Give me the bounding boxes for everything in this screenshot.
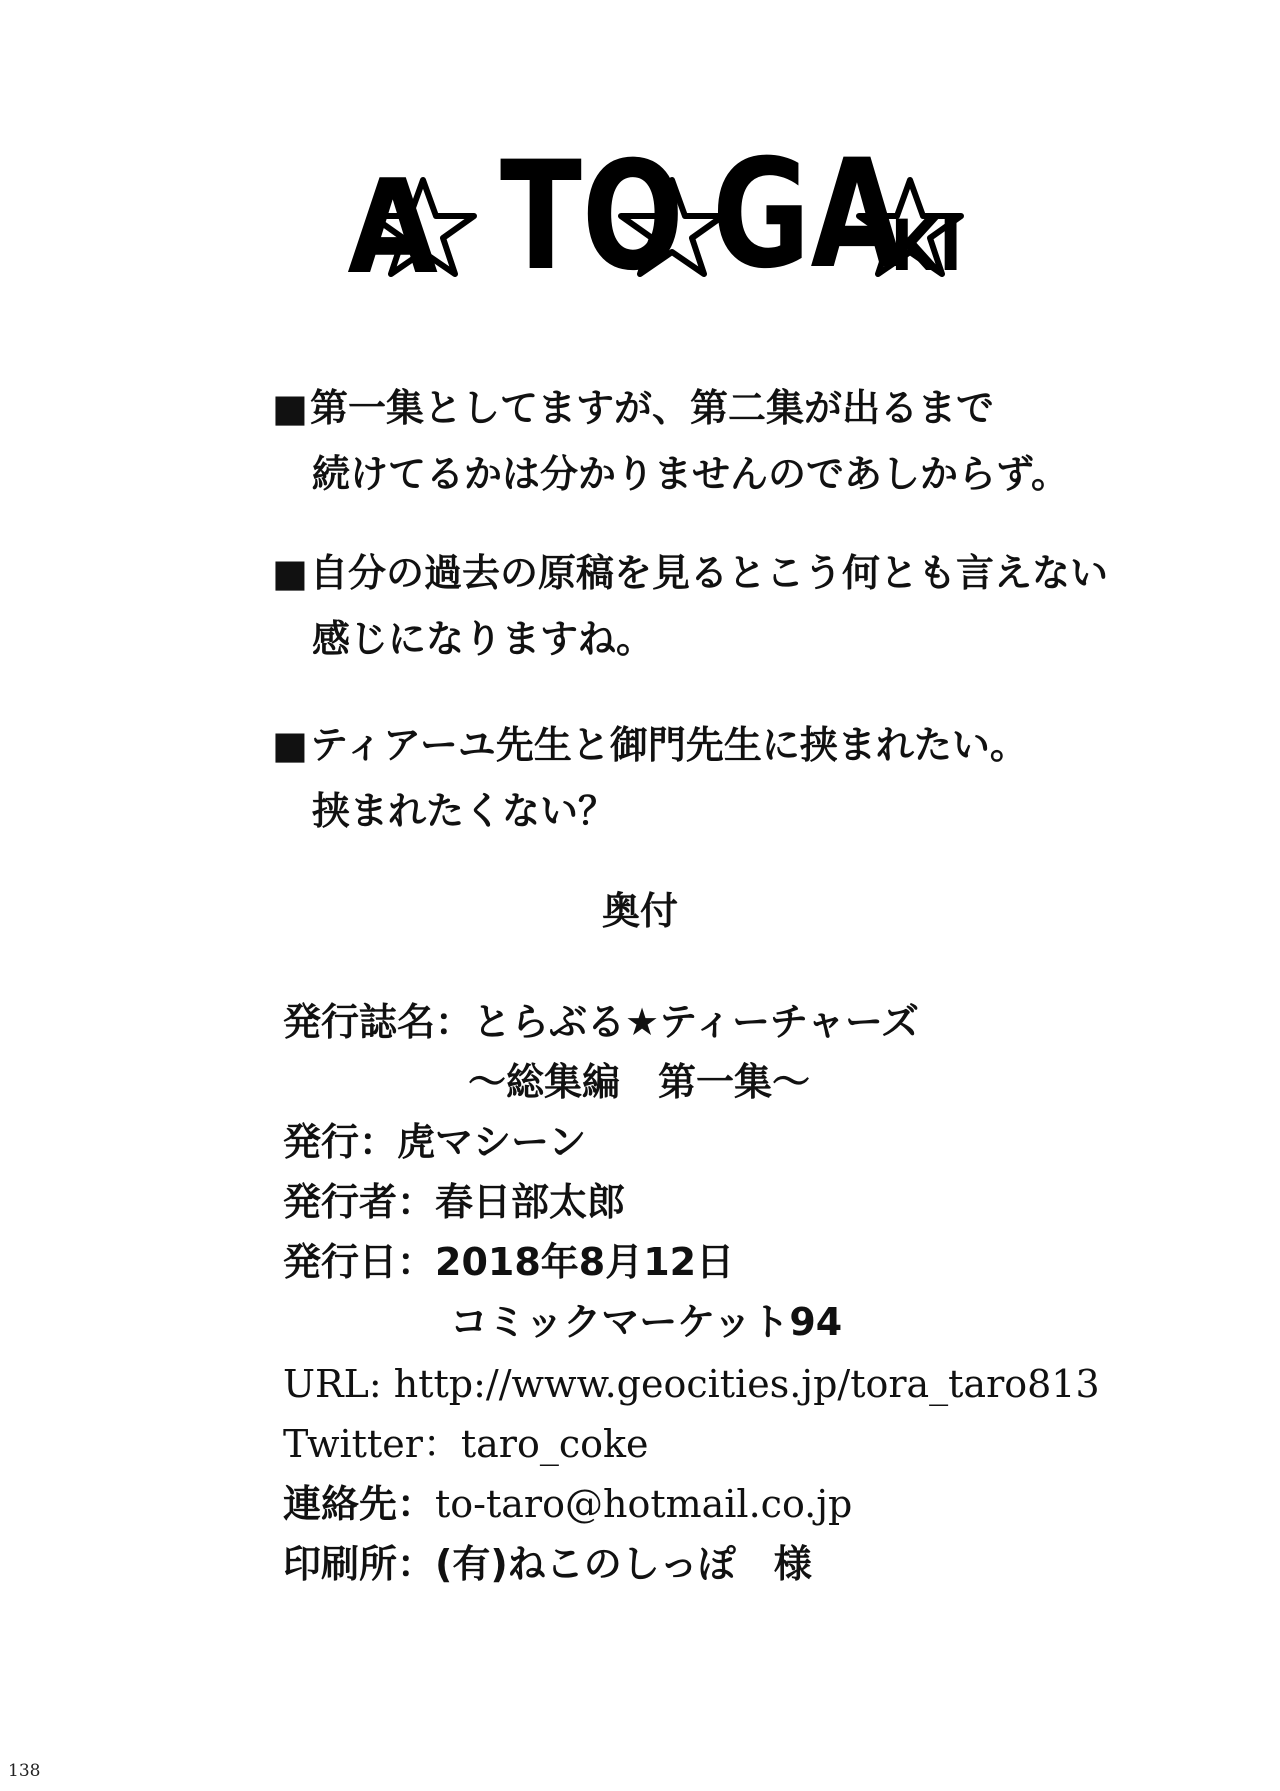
note-1-line-2: 続けてるかは分かりませんのであしからず。 — [312, 452, 1069, 496]
colophon-url-value[interactable]: http://www.geocities.jp/tora_taro813 — [393, 1362, 1100, 1406]
colophon-title-label: 発行誌名： — [283, 1000, 474, 1044]
colophon-twitter-value: taro_coke — [460, 1422, 649, 1466]
colophon-twitter-row — [283, 1422, 649, 1466]
note-1 — [272, 375, 1069, 507]
title-letter-ki: KI — [890, 204, 963, 287]
colophon-title-sub: ～総集編 第一集～ — [468, 1060, 811, 1104]
colophon-contact-row — [283, 1482, 852, 1526]
colophon-event: コミックマーケット94 — [450, 1300, 843, 1344]
colophon-date-label: 発行日： — [283, 1240, 436, 1284]
bullet-square-icon: ■ — [272, 723, 308, 767]
colophon-author-row — [283, 1180, 625, 1224]
colophon-heading: 奥付 — [601, 889, 678, 933]
note-1-line-1: 第一集としてますが、第二集が出るまで — [310, 386, 995, 430]
colophon-publisher-row — [283, 1120, 586, 1164]
colophon-url-label: URL: — [283, 1362, 394, 1406]
note-3-line-1: ティアーユ先生と御門先生に挟まれたい。 — [310, 723, 1028, 767]
colophon-printer-label: 印刷所： — [283, 1542, 436, 1586]
colophon-printer-row — [283, 1542, 812, 1586]
afterword-title — [0, 140, 1280, 300]
title-letter-to: TO — [500, 140, 684, 300]
colophon-url-row — [283, 1362, 1100, 1406]
colophon-publisher-value: 虎マシーン — [397, 1120, 587, 1164]
title-letter-ga: GA — [712, 140, 904, 300]
colophon-title-value: とらぶる★ティーチャーズ — [473, 1000, 920, 1044]
note-3-line-2: 挟まれたくない？ — [312, 789, 617, 833]
colophon-author-label: 発行者： — [283, 1180, 436, 1224]
colophon-title-row — [283, 1000, 919, 1044]
bullet-square-icon: ■ — [272, 551, 308, 595]
note-2-line-1: 自分の過去の原稿を見るとこう何とも言えない — [310, 551, 1109, 595]
bullet-square-icon: ■ — [272, 386, 308, 430]
note-2-line-2: 感じになりますね。 — [312, 617, 655, 661]
title-letter-a: A — [347, 152, 438, 300]
colophon-contact-label: 連絡先： — [283, 1482, 436, 1526]
colophon-date-value: 2018年8月12日 — [435, 1240, 735, 1284]
colophon-twitter-label: Twitter： — [283, 1422, 461, 1466]
afterword-title-logo — [0, 140, 1280, 300]
colophon-contact-value[interactable]: to-taro@hotmail.co.jp — [435, 1482, 853, 1526]
note-3 — [272, 712, 1028, 844]
page-number: 138 — [8, 1761, 41, 1781]
colophon-author-value: 春日部太郎 — [435, 1180, 626, 1224]
colophon-publisher-label: 発行： — [283, 1120, 398, 1164]
note-2 — [272, 540, 1108, 672]
colophon-printer-value: (有)ねこのしっぽ 様 — [435, 1542, 812, 1586]
colophon-date-row — [283, 1240, 734, 1284]
